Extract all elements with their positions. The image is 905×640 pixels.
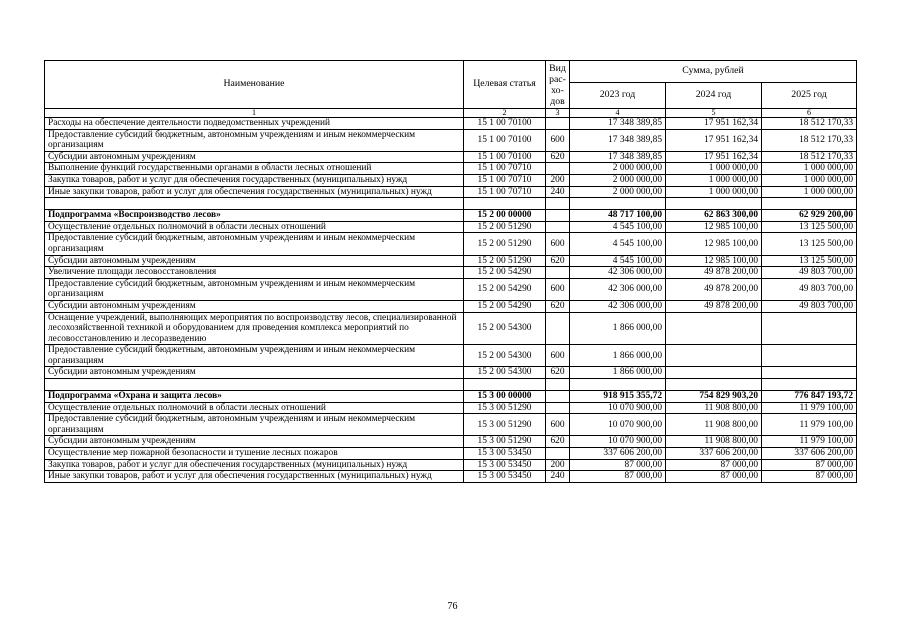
target-article-code: 15 2 00 54290 bbox=[464, 300, 546, 312]
empty-cell bbox=[464, 379, 546, 391]
amount-2023: 918 915 355,72 bbox=[570, 391, 666, 403]
amount-2024: 754 829 903,20 bbox=[666, 391, 762, 403]
table-row bbox=[45, 414, 857, 436]
row-name: Осуществление мер пожарной безопасности и тушение лесных пожаров bbox=[45, 448, 464, 460]
expense-type-code: 600 bbox=[546, 129, 570, 151]
table-row bbox=[45, 151, 857, 163]
amount-2023: 1 866 000,00 bbox=[570, 367, 666, 379]
header-year-2023: 2023 год bbox=[570, 83, 666, 109]
amount-2025: 11 979 100,00 bbox=[762, 414, 857, 436]
target-article-code: 15 1 00 70710 bbox=[464, 174, 546, 186]
amount-2024 bbox=[666, 345, 762, 367]
amount-2023: 4 545 100,00 bbox=[570, 233, 666, 255]
table-row bbox=[45, 345, 857, 367]
row-name: Иные закупки товаров, работ и услуг для обеспечения государственных (муниципальных) нужд bbox=[45, 471, 464, 483]
table-row bbox=[45, 267, 857, 279]
amount-2023: 17 348 389,85 bbox=[570, 151, 666, 163]
amount-2024: 17 951 162,34 bbox=[666, 129, 762, 151]
amount-2024: 17 951 162,34 bbox=[666, 118, 762, 130]
column-index-row bbox=[45, 109, 857, 118]
row-name: Субсидии автономным учреждениям bbox=[45, 436, 464, 448]
row-name: Закупка товаров, работ и услуг для обеспечения государственных (муниципальных) нужд bbox=[45, 174, 464, 186]
expense-type-code bbox=[546, 267, 570, 279]
amount-2025: 1 000 000,00 bbox=[762, 186, 857, 198]
amount-2024: 49 878 200,00 bbox=[666, 267, 762, 279]
amount-2023: 42 306 000,00 bbox=[570, 267, 666, 279]
expense-type-code: 240 bbox=[546, 186, 570, 198]
expense-type-code bbox=[546, 402, 570, 414]
table-row bbox=[45, 367, 857, 379]
amount-2023: 2 000 000,00 bbox=[570, 174, 666, 186]
amount-2024: 11 908 800,00 bbox=[666, 414, 762, 436]
blank-row bbox=[45, 379, 857, 391]
amount-2025: 49 803 700,00 bbox=[762, 300, 857, 312]
amount-2024: 87 000,00 bbox=[666, 459, 762, 471]
amount-2025: 11 979 100,00 bbox=[762, 402, 857, 414]
target-article-code: 15 2 00 54300 bbox=[464, 345, 546, 367]
target-article-code: 15 2 00 51290 bbox=[464, 221, 546, 233]
target-article-code: 15 2 00 54290 bbox=[464, 278, 546, 300]
expense-type-code: 620 bbox=[546, 300, 570, 312]
amount-2023: 87 000,00 bbox=[570, 471, 666, 483]
table-row bbox=[45, 233, 857, 255]
expense-type-code bbox=[546, 210, 570, 222]
amount-2025: 62 929 200,00 bbox=[762, 210, 857, 222]
amount-2025: 11 979 100,00 bbox=[762, 436, 857, 448]
header-year-2025: 2025 год bbox=[762, 83, 857, 109]
amount-2025: 18 512 170,33 bbox=[762, 129, 857, 151]
amount-2023: 1 866 000,00 bbox=[570, 345, 666, 367]
column-index: 4 bbox=[570, 109, 666, 118]
amount-2025: 337 606 200,00 bbox=[762, 448, 857, 460]
expense-type-code: 620 bbox=[546, 367, 570, 379]
amount-2025: 18 512 170,33 bbox=[762, 118, 857, 130]
row-name: Предоставление субсидий бюджетным, автономным учреждениям и иным некоммерческим организациям bbox=[45, 278, 464, 300]
target-article-code: 15 2 00 54300 bbox=[464, 367, 546, 379]
amount-2023: 337 606 200,00 bbox=[570, 448, 666, 460]
amount-2023: 42 306 000,00 bbox=[570, 278, 666, 300]
amount-2025: 13 125 500,00 bbox=[762, 255, 857, 267]
row-name: Осуществление отдельных полномочий в области лесных отношений bbox=[45, 221, 464, 233]
table-row bbox=[45, 471, 857, 483]
amount-2025 bbox=[762, 345, 857, 367]
row-name: Подпрограмма «Охрана и защита лесов» bbox=[45, 391, 464, 403]
subprogram-row bbox=[45, 391, 857, 403]
table-row bbox=[45, 448, 857, 460]
expense-type-code: 620 bbox=[546, 255, 570, 267]
header-target-article: Целевая статья bbox=[464, 61, 546, 109]
empty-cell bbox=[464, 198, 546, 210]
amount-2024: 12 985 100,00 bbox=[666, 255, 762, 267]
amount-2025: 1 000 000,00 bbox=[762, 163, 857, 175]
target-article-code: 15 3 00 53450 bbox=[464, 471, 546, 483]
amount-2025: 776 847 193,72 bbox=[762, 391, 857, 403]
target-article-code: 15 2 00 51290 bbox=[464, 233, 546, 255]
amount-2024 bbox=[666, 312, 762, 345]
empty-cell bbox=[45, 379, 464, 391]
target-article-code: 15 3 00 53450 bbox=[464, 459, 546, 471]
amount-2025: 13 125 500,00 bbox=[762, 233, 857, 255]
amount-2023: 4 545 100,00 bbox=[570, 255, 666, 267]
table-row bbox=[45, 255, 857, 267]
table-row bbox=[45, 163, 857, 175]
column-index: 2 bbox=[464, 109, 546, 118]
expense-type-code bbox=[546, 118, 570, 130]
amount-2024: 1 000 000,00 bbox=[666, 186, 762, 198]
empty-cell bbox=[546, 379, 570, 391]
empty-cell bbox=[666, 198, 762, 210]
row-name: Закупка товаров, работ и услуг для обеспечения государственных (муниципальных) нужд bbox=[45, 459, 464, 471]
row-name: Субсидии автономным учреждениям bbox=[45, 151, 464, 163]
column-index: 5 bbox=[666, 109, 762, 118]
amount-2023: 2 000 000,00 bbox=[570, 186, 666, 198]
target-article-code: 15 3 00 51290 bbox=[464, 436, 546, 448]
expense-type-code: 240 bbox=[546, 471, 570, 483]
row-name: Расходы на обеспечение деятельности подведомственных учреждений bbox=[45, 118, 464, 130]
expense-type-code bbox=[546, 221, 570, 233]
table-row bbox=[45, 174, 857, 186]
expense-type-code: 600 bbox=[546, 345, 570, 367]
table-body bbox=[45, 118, 857, 483]
amount-2025: 13 125 500,00 bbox=[762, 221, 857, 233]
row-name: Оснащение учреждений, выполняющих мероприятия по воспроизводству лесов, специализированной лесохозяйственной техникой и оборудованием для проведения комплекса мероприятий по лесовосстановлению и лесоразведению bbox=[45, 312, 464, 345]
header-expense-type: Вид рас-хо-дов bbox=[546, 61, 570, 109]
row-name: Увеличение площади лесовосстановления bbox=[45, 267, 464, 279]
target-article-code: 15 1 00 70710 bbox=[464, 186, 546, 198]
column-index: 1 bbox=[45, 109, 464, 118]
target-article-code: 15 3 00 00000 bbox=[464, 391, 546, 403]
table-row bbox=[45, 118, 857, 130]
empty-cell bbox=[666, 379, 762, 391]
table-row bbox=[45, 402, 857, 414]
row-name: Субсидии автономным учреждениям bbox=[45, 300, 464, 312]
row-name: Предоставление субсидий бюджетным, автономным учреждениям и иным некоммерческим организациям bbox=[45, 345, 464, 367]
amount-2024 bbox=[666, 367, 762, 379]
expense-type-code: 620 bbox=[546, 151, 570, 163]
expense-type-code bbox=[546, 163, 570, 175]
amount-2024: 11 908 800,00 bbox=[666, 402, 762, 414]
amount-2024: 337 606 200,00 bbox=[666, 448, 762, 460]
amount-2024: 12 985 100,00 bbox=[666, 233, 762, 255]
expense-type-code: 600 bbox=[546, 233, 570, 255]
subprogram-row bbox=[45, 210, 857, 222]
row-name: Выполнение функций государственными органами в области лесных отношений bbox=[45, 163, 464, 175]
expense-type-code: 620 bbox=[546, 436, 570, 448]
target-article-code: 15 1 00 70100 bbox=[464, 129, 546, 151]
amount-2024: 62 863 300,00 bbox=[666, 210, 762, 222]
amount-2024: 87 000,00 bbox=[666, 471, 762, 483]
amount-2024: 49 878 200,00 bbox=[666, 278, 762, 300]
row-name: Иные закупки товаров, работ и услуг для обеспечения государственных (муниципальных) нужд bbox=[45, 186, 464, 198]
amount-2025: 87 000,00 bbox=[762, 471, 857, 483]
target-article-code: 15 2 00 00000 bbox=[464, 210, 546, 222]
amount-2023: 17 348 389,85 bbox=[570, 118, 666, 130]
expense-type-code: 600 bbox=[546, 278, 570, 300]
target-article-code: 15 1 00 70100 bbox=[464, 151, 546, 163]
header-sum: Сумма, рублей bbox=[570, 61, 857, 83]
table-row bbox=[45, 300, 857, 312]
amount-2023: 10 070 900,00 bbox=[570, 402, 666, 414]
amount-2024: 49 878 200,00 bbox=[666, 300, 762, 312]
amount-2025: 49 803 700,00 bbox=[762, 278, 857, 300]
target-article-code: 15 1 00 70710 bbox=[464, 163, 546, 175]
amount-2023: 42 306 000,00 bbox=[570, 300, 666, 312]
table-row bbox=[45, 186, 857, 198]
target-article-code: 15 3 00 51290 bbox=[464, 402, 546, 414]
amount-2024: 1 000 000,00 bbox=[666, 174, 762, 186]
amount-2023: 87 000,00 bbox=[570, 459, 666, 471]
page-number: 76 bbox=[447, 601, 458, 612]
target-article-code: 15 3 00 51290 bbox=[464, 414, 546, 436]
empty-cell bbox=[762, 198, 857, 210]
empty-cell bbox=[570, 198, 666, 210]
target-article-code: 15 1 00 70100 bbox=[464, 118, 546, 130]
blank-row bbox=[45, 198, 857, 210]
row-name: Осуществление отдельных полномочий в области лесных отношений bbox=[45, 402, 464, 414]
amount-2023: 4 545 100,00 bbox=[570, 221, 666, 233]
target-article-code: 15 2 00 54290 bbox=[464, 267, 546, 279]
amount-2023: 17 348 389,85 bbox=[570, 129, 666, 151]
budget-table bbox=[44, 60, 857, 483]
table-row bbox=[45, 129, 857, 151]
expense-type-code bbox=[546, 448, 570, 460]
row-name: Предоставление субсидий бюджетным, автономным учреждениям и иным некоммерческим организациям bbox=[45, 129, 464, 151]
amount-2025: 1 000 000,00 bbox=[762, 174, 857, 186]
row-name: Субсидии автономным учреждениям bbox=[45, 367, 464, 379]
table-row bbox=[45, 436, 857, 448]
table-row bbox=[45, 459, 857, 471]
amount-2025 bbox=[762, 367, 857, 379]
header-year-2024: 2024 год bbox=[666, 83, 762, 109]
amount-2023: 2 000 000,00 bbox=[570, 163, 666, 175]
header-name: Наименование bbox=[45, 61, 464, 109]
table-row bbox=[45, 312, 857, 345]
target-article-code: 15 3 00 53450 bbox=[464, 448, 546, 460]
column-index: 6 bbox=[762, 109, 857, 118]
row-name: Предоставление субсидий бюджетным, автономным учреждениям и иным некоммерческим организациям bbox=[45, 414, 464, 436]
amount-2024: 17 951 162,34 bbox=[666, 151, 762, 163]
amount-2023: 1 866 000,00 bbox=[570, 312, 666, 345]
empty-cell bbox=[762, 379, 857, 391]
amount-2024: 11 908 800,00 bbox=[666, 436, 762, 448]
row-name: Субсидии автономным учреждениям bbox=[45, 255, 464, 267]
table-row bbox=[45, 278, 857, 300]
expense-type-code: 200 bbox=[546, 174, 570, 186]
amount-2023: 48 717 100,00 bbox=[570, 210, 666, 222]
empty-cell bbox=[546, 198, 570, 210]
empty-cell bbox=[45, 198, 464, 210]
column-index: 3 bbox=[546, 109, 570, 118]
amount-2025 bbox=[762, 312, 857, 345]
expense-type-code bbox=[546, 312, 570, 345]
amount-2025: 87 000,00 bbox=[762, 459, 857, 471]
table-row bbox=[45, 221, 857, 233]
amount-2023: 10 070 900,00 bbox=[570, 414, 666, 436]
target-article-code: 15 2 00 54300 bbox=[464, 312, 546, 345]
amount-2024: 1 000 000,00 bbox=[666, 163, 762, 175]
expense-type-code: 200 bbox=[546, 459, 570, 471]
amount-2025: 49 803 700,00 bbox=[762, 267, 857, 279]
amount-2024: 12 985 100,00 bbox=[666, 221, 762, 233]
row-name: Подпрограмма «Воспроизводство лесов» bbox=[45, 210, 464, 222]
target-article-code: 15 2 00 51290 bbox=[464, 255, 546, 267]
expense-type-code bbox=[546, 391, 570, 403]
empty-cell bbox=[570, 379, 666, 391]
expense-type-code: 600 bbox=[546, 414, 570, 436]
amount-2023: 10 070 900,00 bbox=[570, 436, 666, 448]
amount-2025: 18 512 170,33 bbox=[762, 151, 857, 163]
row-name: Предоставление субсидий бюджетным, автономным учреждениям и иным некоммерческим организациям bbox=[45, 233, 464, 255]
